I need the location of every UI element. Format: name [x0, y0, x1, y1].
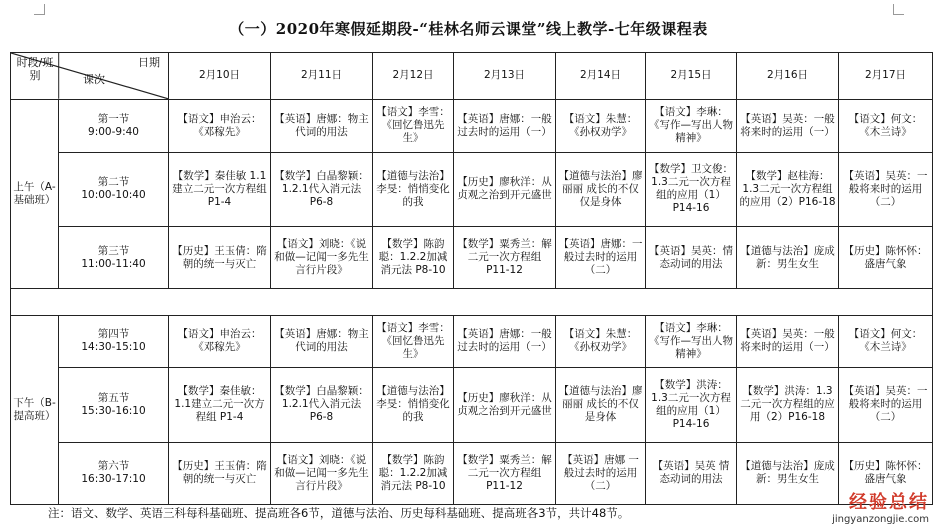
course-cell: 【道德与法治】庞成新：男生女生: [737, 226, 839, 288]
date-header: 2月12日: [373, 53, 454, 100]
course-cell: 【英语】吴英 情态动词的用法: [646, 442, 737, 504]
course-cell: 【道德与法治】廖丽丽 成长的不仅仅是身体: [556, 152, 646, 226]
course-cell: 【英语】吴英：一般将来时的运用（一）: [737, 99, 839, 152]
period-row: [11, 315, 933, 368]
course-cell: 【数学】洪涛：1.3二元一次方程组的应用（1）P14-16: [646, 368, 737, 442]
segment-label: 上午（A-基础班）: [11, 99, 59, 288]
course-cell: 【语文】何文：《木兰诗》: [839, 99, 933, 152]
separator-cell: [11, 289, 933, 315]
watermark-url: jingyanzongjie.com: [832, 514, 929, 525]
course-cell: 【道德与法治】李旻：悄悄变化的我: [373, 152, 454, 226]
period-time: 15:30-16:10: [81, 404, 146, 417]
date-header: 2月10日: [169, 53, 271, 100]
date-header: 2月17日: [839, 53, 933, 100]
period-time: 10:00-10:40: [81, 189, 146, 202]
course-cell: 【道德与法治】庞成新：男生女生: [737, 442, 839, 504]
period-row: [11, 152, 933, 226]
course-cell: 【语文】李琳：《写作—写出人物精神》: [646, 99, 737, 152]
course-cell: 【道德与法治】李旻：悄悄变化的我: [373, 368, 454, 442]
period-time: 11:00-11:40: [81, 257, 146, 270]
period-name: 第四节: [97, 328, 130, 341]
course-cell: 【英语】吴英：一般将来时的运用（二）: [839, 152, 933, 226]
course-cell: 【数学】粟秀兰：解二元一次方程组 P11-12: [454, 226, 556, 288]
separator-row: [11, 289, 933, 315]
corner-label-date: 日期: [138, 56, 160, 69]
period-name: 第五节: [97, 391, 130, 404]
date-header: 2月13日: [454, 53, 556, 100]
period-name: 第一节: [97, 112, 130, 125]
course-cell: 【英语】唐娜：物主代词的用法: [271, 99, 373, 152]
course-cell: 【数学】白晶黎颖：1.2.1代入消元法 P6-8: [271, 368, 373, 442]
course-cell: 【历史】陈怀怀：盛唐气象: [839, 226, 933, 288]
course-cell: 【数学】赵桂海：1.3二元一次方程组的应用（2）P16-18: [737, 152, 839, 226]
period-name: 第六节: [97, 460, 130, 473]
course-cell: 【语文】刘晓：《说和做—记闻一多先生言行片段》: [271, 442, 373, 504]
period-cell: [59, 152, 169, 226]
crop-mark-top-left: [34, 4, 45, 15]
course-cell: 【英语】唐娜：一般过去时的运用（一）: [454, 315, 556, 368]
period-name: 第三节: [97, 244, 130, 257]
crop-mark-top-right: [893, 4, 904, 15]
period-row: [11, 226, 933, 288]
course-cell: 【语文】朱慧：《孙权劝学》: [556, 315, 646, 368]
course-cell: 【英语】吴英：一般将来时的运用（一）: [737, 315, 839, 368]
course-cell: 【数学】洪涛：1.3二元一次方程组的应用（2）P16-18: [737, 368, 839, 442]
course-cell: 【英语】唐娜 一般过去时的运用（二）: [556, 442, 646, 504]
period-cell: [59, 442, 169, 504]
period-name: 第二节: [97, 176, 130, 189]
course-cell: 【历史】王玉倩：隋朝的统一与灭亡: [169, 442, 271, 504]
watermark-text-b: 总结: [889, 492, 929, 513]
course-cell: 【数学】秦佳敏 1.1建立二元一次方程组 P1-4: [169, 152, 271, 226]
course-cell: 【数学】白晶黎颖：1.2.1代入消元法 P6-8: [271, 152, 373, 226]
period-time: 14:30-15:10: [81, 341, 146, 354]
segment-label: 下午（B-提高班）: [11, 315, 59, 504]
course-cell: 【语文】朱慧：《孙权劝学》: [556, 99, 646, 152]
footnote: 注：语文、数学、英语三科每科基础班、提高班各6节，道德与法治、历史每科基础班、提高班各3节，共计48节。: [48, 506, 630, 520]
period-cell: [59, 368, 169, 442]
course-cell: 【历史】王玉倩：隋朝的统一与灭亡: [169, 226, 271, 288]
corner-label-period: 课次: [83, 73, 105, 86]
course-cell: 【语文】刘晓：《说和做—记闻一多先生言行片段》: [271, 226, 373, 288]
course-cell: 【英语】吴英：情态动词的用法: [646, 226, 737, 288]
period-cell: [59, 226, 169, 288]
course-cell: 【英语】唐娜：一般过去时的运用（二）: [556, 226, 646, 288]
period-time: 9:00-9:40: [88, 125, 139, 138]
course-cell: 【历史】廖秋洋：从贞观之治到开元盛世: [454, 152, 556, 226]
course-cell: 【英语】唐娜：一般过去时的运用（一）: [454, 99, 556, 152]
header-row: [11, 53, 933, 100]
course-cell: 【语文】李雪：《回忆鲁迅先生》: [373, 315, 454, 368]
period-row: [11, 442, 933, 504]
course-cell: 【语文】申治云：《邓稼先》: [169, 315, 271, 368]
course-cell: 【英语】唐娜：物主代词的用法: [271, 315, 373, 368]
course-cell: 【语文】何文：《木兰诗》: [839, 315, 933, 368]
period-row: [11, 368, 933, 442]
course-cell: 【历史】陈怀怀：盛唐气象: [839, 442, 933, 504]
period-row: [11, 99, 933, 152]
course-cell: 【语文】李雪：《回忆鲁迅先生》: [373, 99, 454, 152]
course-cell: 【语文】申治云：《邓稼先》: [169, 99, 271, 152]
page-title: （一）2020年寒假延期段-“桂林名师云课堂”线上教学-七年级课程表: [229, 20, 708, 38]
course-cell: 【数学】陈韵聪：1.2.2加减消元法 P8-10: [373, 442, 454, 504]
period-cell: [59, 99, 169, 152]
watermark-text-a: 经验: [849, 492, 889, 513]
course-cell: 【历史】廖秋洋：从贞观之治到开元盛世: [454, 368, 556, 442]
course-cell: 【语文】李琳：《写作—写出人物精神》: [646, 315, 737, 368]
period-time: 16:30-17:10: [81, 473, 146, 486]
course-cell: 【数学】粟秀兰：解二元一次方程组 P11-12: [454, 442, 556, 504]
date-header: 2月16日: [737, 53, 839, 100]
schedule-table: [10, 52, 933, 505]
date-header: 2月15日: [646, 53, 737, 100]
date-header: 2月14日: [556, 53, 646, 100]
course-cell: 【数学】陈韵聪：1.2.2加减消元法 P8-10: [373, 226, 454, 288]
course-cell: 【数学】卫文俊：1.3二元一次方程组的应用（1）P14-16: [646, 152, 737, 226]
header-corner-cell: [11, 53, 169, 100]
watermark: [832, 488, 929, 525]
period-cell: [59, 315, 169, 368]
course-cell: 【英语】吴英：一般将来时的运用（二）: [839, 368, 933, 442]
date-header: 2月11日: [271, 53, 373, 100]
corner-label-segment: 时段/班别: [16, 56, 54, 82]
course-cell: 【道德与法治】廖丽丽 成长的不仅是身体: [556, 368, 646, 442]
course-cell: 【数学】秦佳敏：1.1建立二元一次方程组 P1-4: [169, 368, 271, 442]
